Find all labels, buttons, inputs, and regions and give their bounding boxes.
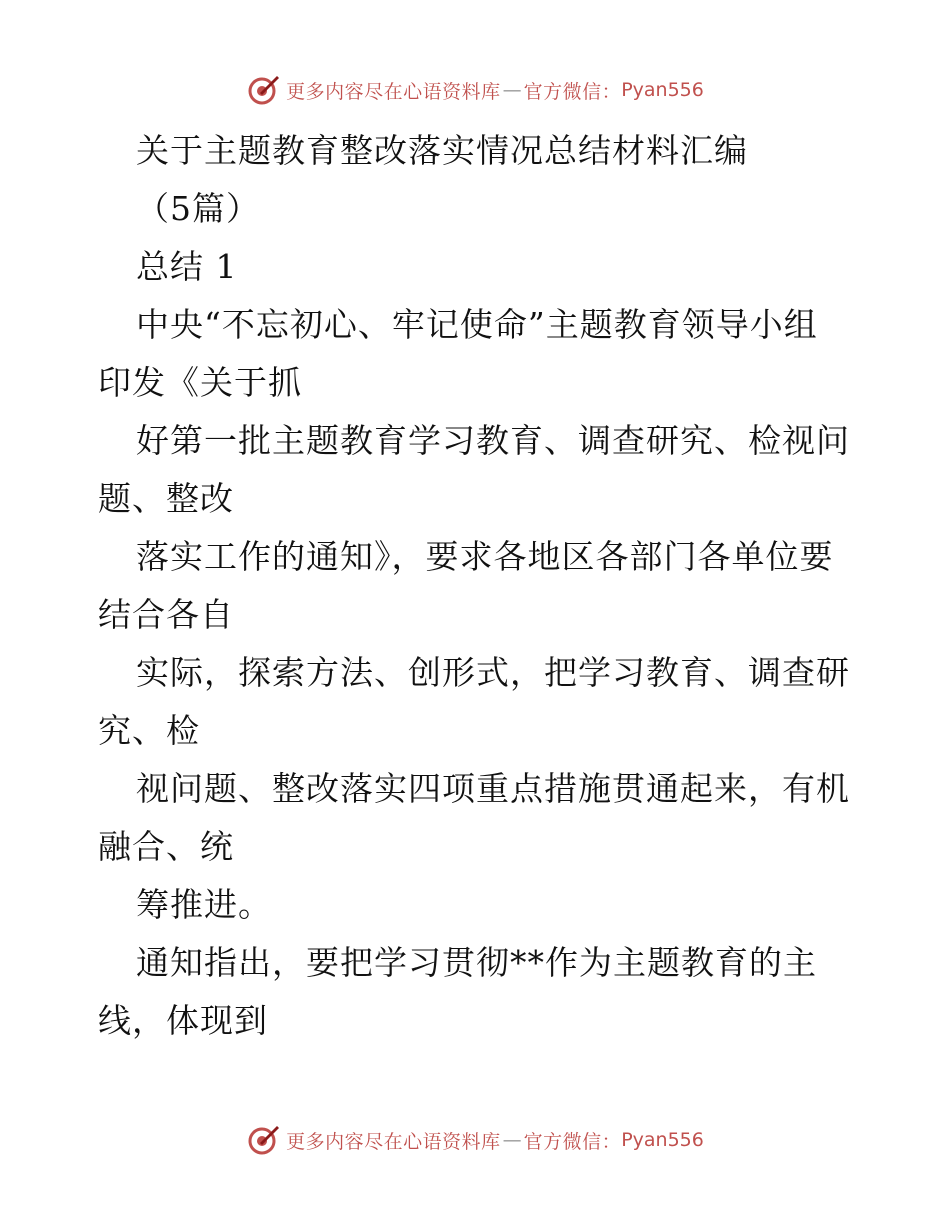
watermark-label: 官方微信： bbox=[523, 1130, 622, 1153]
paragraph-line: 好第一批主题教育学习教育、调查研究、检视问 bbox=[136, 421, 850, 460]
paragraph-line: 结合各自 bbox=[98, 595, 234, 634]
paragraph-line: 题、整改 bbox=[98, 479, 234, 518]
paragraph-line: 实际，探索方法、创形式，把学习教育、调查研 bbox=[136, 653, 850, 692]
document-body bbox=[98, 122, 858, 1050]
watermark-separator: — bbox=[502, 79, 522, 101]
watermark-text: 更多内容尽在心语资料库 bbox=[286, 80, 501, 103]
paragraph-line: 究、检 bbox=[98, 711, 200, 750]
paragraph-line: 筹推进。 bbox=[136, 885, 272, 924]
paragraph-line: 视问题、整改落实四项重点措施贯通起来，有机 bbox=[136, 769, 850, 808]
watermark-handle: Pyan556 bbox=[621, 1129, 704, 1151]
footer-watermark bbox=[0, 1118, 950, 1162]
watermark-text: 更多内容尽在心语资料库 bbox=[286, 1130, 501, 1153]
paragraph-line: 印发《关于抓 bbox=[98, 363, 302, 402]
section-heading: 总结 1 bbox=[136, 247, 238, 286]
quill-logo-icon bbox=[246, 1123, 280, 1157]
paragraph-line: 通知指出，要把学习贯彻**作为主题教育的主 bbox=[136, 943, 817, 982]
watermark-label: 官方微信： bbox=[523, 80, 622, 103]
watermark-separator: — bbox=[502, 1129, 522, 1151]
quill-logo-icon bbox=[246, 73, 280, 107]
paragraph-line: 落实工作的通知》，要求各地区各部门各单位要 bbox=[136, 537, 834, 576]
document-title: 关于主题教育整改落实情况总结材料汇编 bbox=[136, 131, 748, 170]
paragraph-line: 线，体现到 bbox=[98, 1001, 268, 1040]
document-subtitle: （5篇） bbox=[136, 189, 260, 228]
paragraph-line: 融合、统 bbox=[98, 827, 234, 866]
watermark-handle: Pyan556 bbox=[621, 79, 704, 101]
paragraph-line: 中央“不忘初心、牢记使命”主题教育领导小组 bbox=[136, 305, 818, 344]
header-watermark bbox=[0, 68, 950, 112]
